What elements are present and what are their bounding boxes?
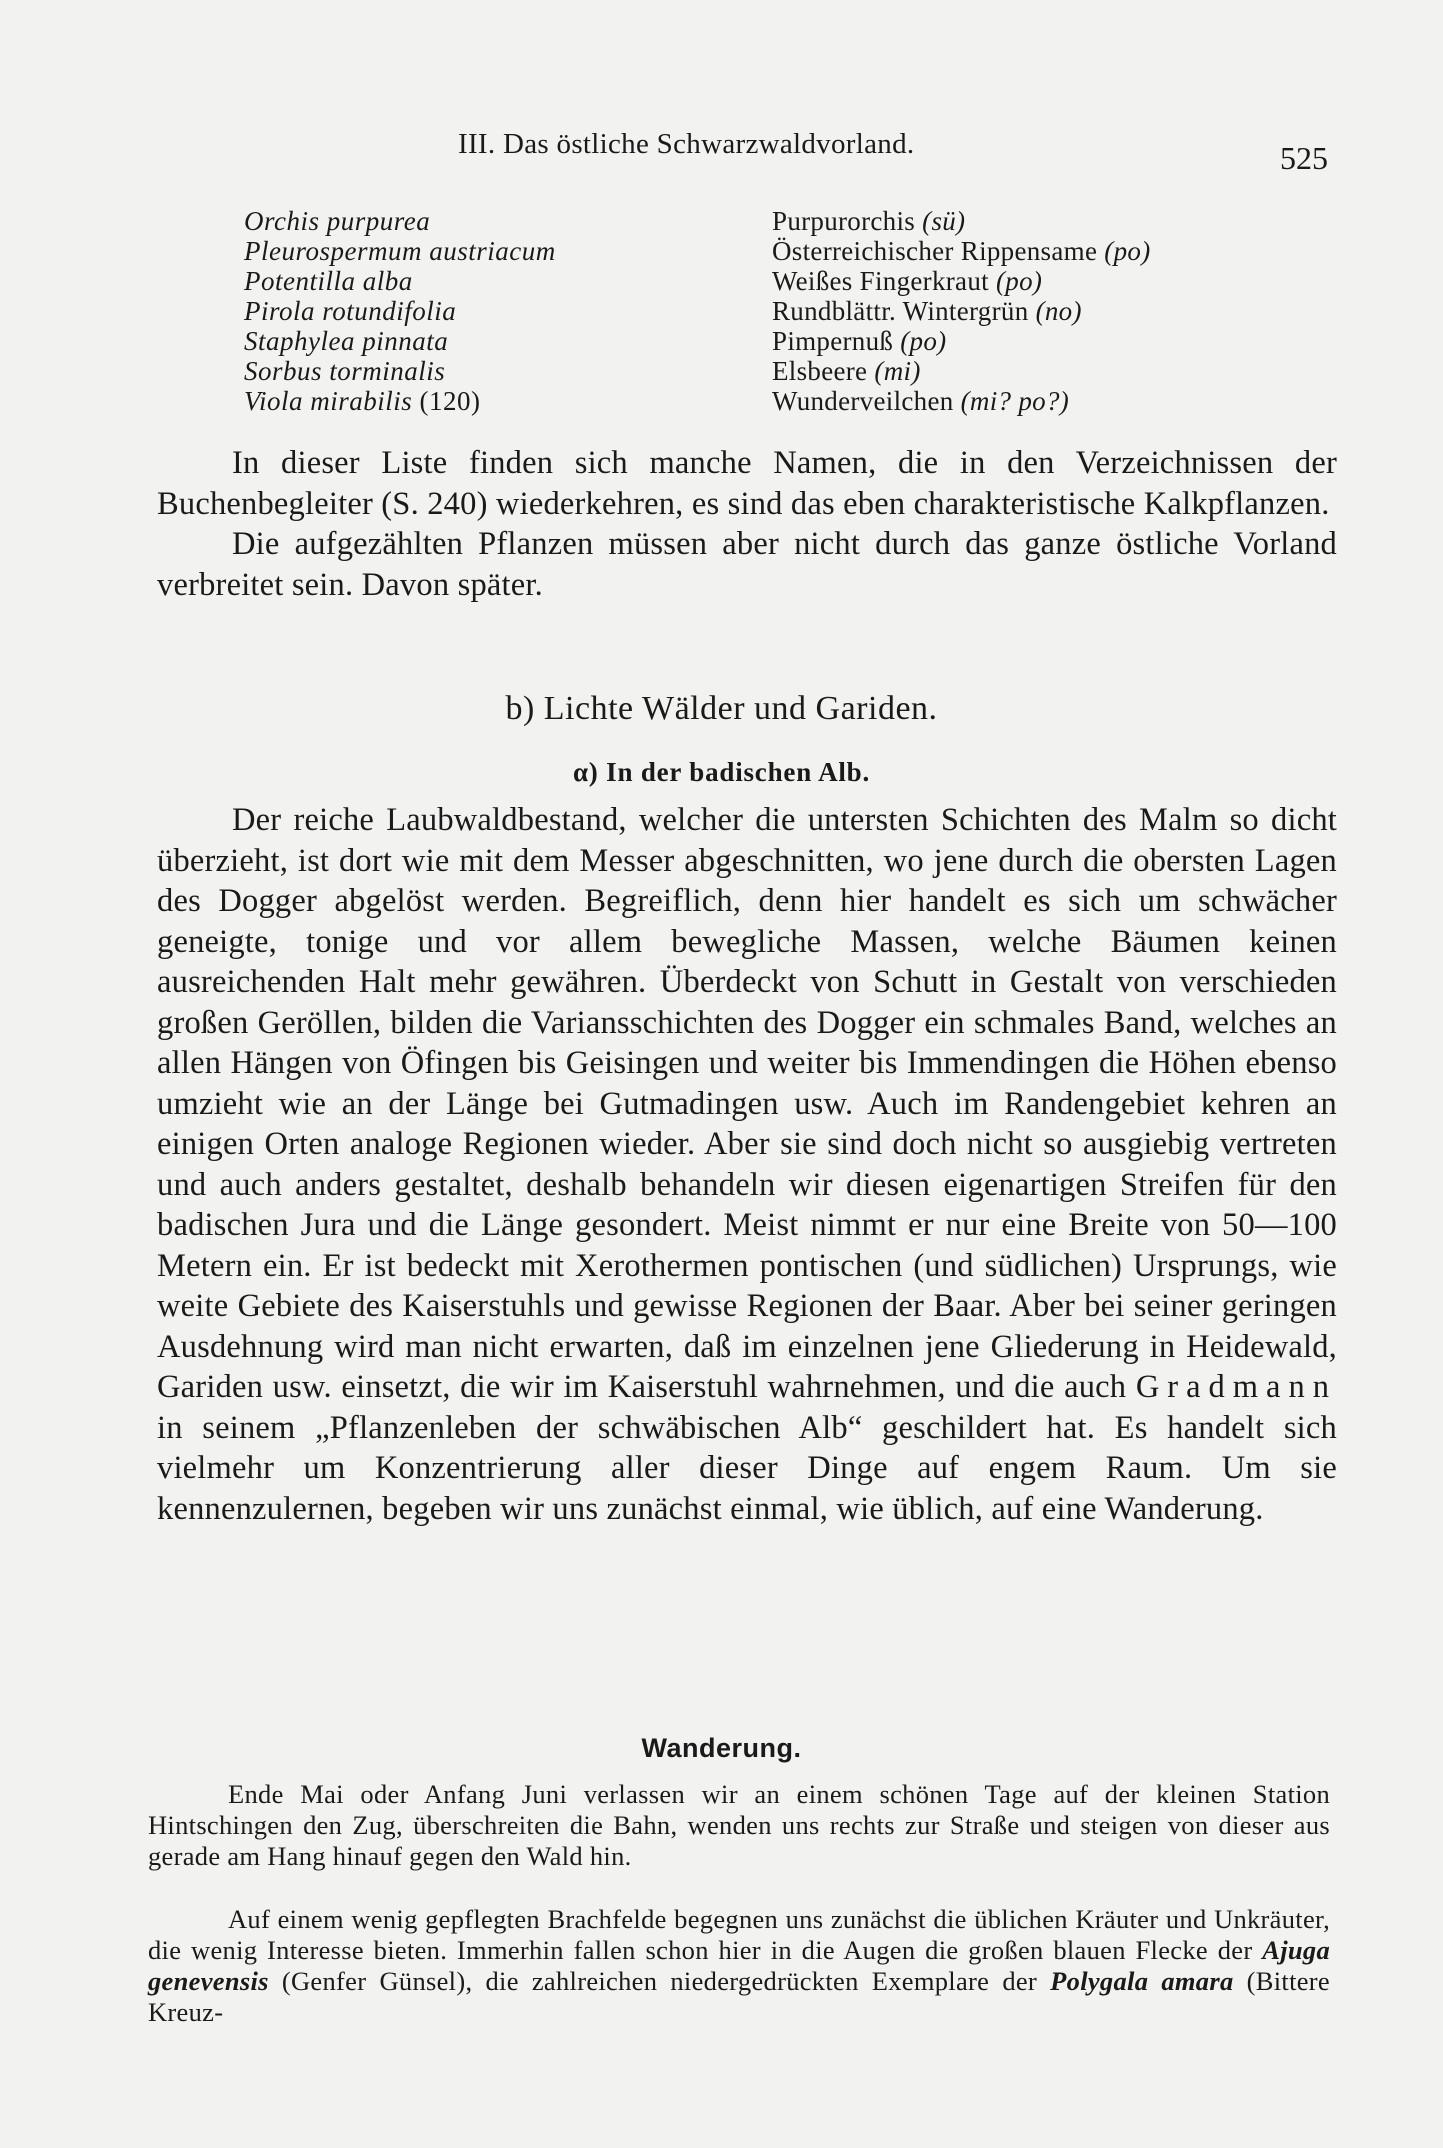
- region-tag: (mi): [874, 356, 921, 386]
- region-tag: (po): [995, 266, 1043, 296]
- common-name: Elsbeere (mi): [772, 356, 921, 386]
- paragraph: In dieser Liste finden sich manche Namen, die in den Verzeichnissen der Buchenbegleiter (S. 240) wiederkehren, es sind das eben charakteristische Kalkpflanzen.: [157, 445, 1337, 522]
- plant-row: [244, 386, 1344, 416]
- excursion-heading: Wanderung.: [641, 1733, 802, 1763]
- plant-row: [244, 266, 1344, 296]
- paragraph: Auf einem wenig gepflegten Brachfelde begegnen uns zunächst die üblichen Kräuter und Unkräuter, die wenig Interesse bieten. Immerhin fallen schon hier in die Augen die großen blauen Flecke der Ajuga genevensis (Genfer Günsel), die zahlreichen niedergedrückten Exemplare der Polygala amara (Bittere Kreuz-: [148, 1904, 1330, 2027]
- plant-row: [244, 236, 1344, 266]
- common-name: Weißes Fingerkraut (po): [772, 266, 1043, 296]
- region-tag: (po): [1104, 236, 1151, 266]
- body-paragraphs-top: [157, 443, 1337, 605]
- latin-name: Viola mirabilis (120): [244, 386, 481, 416]
- figure-reference: (120): [419, 386, 481, 416]
- plant-list: [244, 206, 1344, 416]
- common-name: Pimpernuß (po): [772, 326, 947, 356]
- region-tag: (no): [1035, 296, 1082, 326]
- region-tag: (sü): [922, 206, 966, 236]
- page-number: 525: [1280, 140, 1328, 176]
- plant-row: [244, 326, 1344, 356]
- latin-name: Orchis purpurea: [244, 206, 431, 236]
- excursion-paragraph: [148, 1779, 1330, 1872]
- latin-name: Pleurospermum austriacum: [244, 236, 556, 266]
- latin-name: Pirola rotundifolia: [244, 296, 457, 326]
- region-tag: (mi? po?): [960, 386, 1070, 416]
- author-name: Gradmann: [1135, 1369, 1337, 1405]
- running-title: III. Das östliche Schwarzwaldvorland.: [458, 128, 915, 160]
- latin-name: Potentilla alba: [244, 266, 413, 296]
- latin-name: Staphylea pinnata: [244, 326, 449, 356]
- running-head: [0, 122, 1443, 176]
- paragraph: Ende Mai oder Anfang Juni verlassen wir an einem schönen Tage auf der kleinen Station Hintschingen den Zug, überschreiten die Bahn, wenden uns rechts zur Straße und steigen von dieser aus gerade am Hang hinauf gegen den Wald hin.: [148, 1779, 1330, 1871]
- excursion-paragraph: [148, 1904, 1330, 2028]
- body-paragraph-main: [157, 800, 1337, 1529]
- latin-name: Polygala amara: [1050, 1966, 1234, 1996]
- paragraph: Der reiche Laubwaldbestand, welcher die untersten Schichten des Malm so dicht überzieht, ist dort wie mit dem Messer abgeschnitten, wo jene durch die obersten Lagen des Dogger abgelöst werden. Begreiflich, denn hier handelt es sich um schwächer geneigte, tonige und vor allem bewegliche Massen, welche Bäumen keinen ausreichenden Halt mehr gewähren. Überdeckt von Schutt in Gestalt von verschieden großen Geröllen, bilden die Variansschichten des Dogger ein schmales Band, welches an allen Hängen von Öfingen bis Geisingen und weiter bis Immendingen die Höhen ebenso umzieht wie an der Länge bei Gutmadingen usw. Auch im Randengebiet kehren an einigen Orten analoge Regionen wieder. Aber sie sind doch nicht so ausgiebig vertreten und auch anders gestaltet, deshalb behandeln wir diesen eigenartigen Streifen für den badischen Jura und die Länge gesondert. Meist nimmt er nur eine Breite von 50—100 Metern ein. Er ist bedeckt mit Xerothermen pontischen (und südlichen) Ursprungs, wie weite Gebiete des Kaiserstuhls und gewisse Regionen der Baar. Aber bei seiner geringen Ausdehnung wird man nicht erwarten, daß im einzelnen jene Gliederung in Heidewald, Gariden usw. einsetzt, die wir im Kaiserstuhl wahrnehmen, und die auch Gradmann in seinem „Pflanzenleben der schwäbischen Alb“ geschildert hat. Es handelt sich vielmehr um Konzentrierung aller dieser Dinge auf engem Raum. Um sie kennenzulernen, begeben wir uns zunächst einmal, wie üblich, auf eine Wanderung.: [157, 802, 1337, 1527]
- plant-row: [244, 296, 1344, 326]
- region-tag: (po): [900, 326, 947, 356]
- common-name: Österreichischer Rippensame (po): [772, 236, 1151, 266]
- plant-row: [244, 356, 1344, 386]
- plant-row: [244, 206, 1344, 236]
- paragraph: Die aufgezählten Pflanzen müssen aber nicht durch das ganze östliche Vorland verbreitet sein. Davon später.: [157, 526, 1337, 603]
- common-name: Purpurorchis (sü): [772, 206, 966, 236]
- common-name: Wunderveilchen (mi? po?): [772, 386, 1070, 416]
- common-name: Rundblättr. Wintergrün (no): [772, 296, 1082, 326]
- latin-name: Ajuga genevensis: [148, 1935, 1330, 1996]
- latin-name: Sorbus torminalis: [244, 356, 446, 386]
- section-heading: b) Lichte Wälder und Gariden.: [505, 690, 938, 727]
- subsection-heading: α) In der badischen Alb.: [572, 757, 871, 787]
